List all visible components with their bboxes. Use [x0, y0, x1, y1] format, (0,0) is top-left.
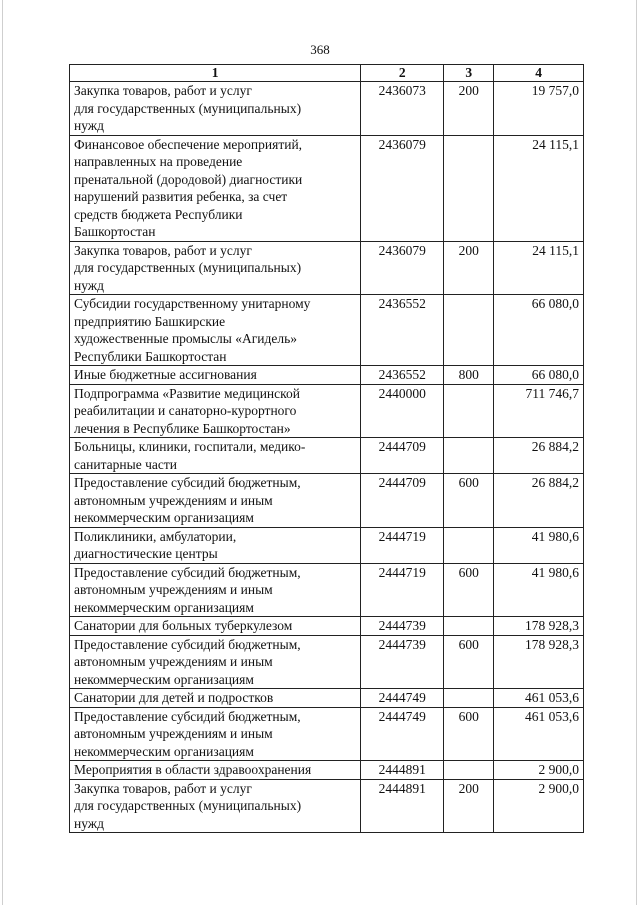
row-name: Предоставление субсидий бюджетным, автономным учреждениям и иным некоммерческим организациям [70, 474, 361, 528]
row-name: Иные бюджетные ассигнования [70, 366, 361, 385]
row-name: Субсидии государственному унитарному предприятию Башкирские художественные промыслы «Агидель» Республики Башкортостан [70, 295, 361, 366]
row-code: 2436073 [361, 82, 444, 136]
budget-table [69, 64, 584, 833]
row-amount: 461 053,6 [494, 707, 584, 761]
row-type: 600 [444, 563, 494, 617]
row-code: 2444891 [361, 779, 444, 833]
header-col-4: 4 [494, 65, 584, 82]
row-type: 200 [444, 241, 494, 295]
row-amount: 178 928,3 [494, 617, 584, 636]
row-type [444, 135, 494, 241]
row-amount: 711 746,7 [494, 384, 584, 438]
row-name: Мероприятия в области здравоохранения [70, 761, 361, 780]
row-code: 2444709 [361, 438, 444, 474]
table-row [70, 366, 584, 385]
table-row [70, 135, 584, 241]
row-code: 2444749 [361, 689, 444, 708]
page-number: 368 [310, 42, 330, 57]
header-col-1: 1 [70, 65, 361, 82]
table-row [70, 438, 584, 474]
table-row [70, 384, 584, 438]
row-type [444, 617, 494, 636]
table-row [70, 563, 584, 617]
row-type: 800 [444, 366, 494, 385]
table-row [70, 82, 584, 136]
row-amount: 66 080,0 [494, 366, 584, 385]
table-row [70, 295, 584, 366]
row-name: Поликлиники, амбулатории, диагностические центры [70, 527, 361, 563]
row-code: 2444719 [361, 563, 444, 617]
row-name: Санатории для детей и подростков [70, 689, 361, 708]
row-type: 600 [444, 635, 494, 689]
scan-edge-left [2, 0, 3, 905]
row-amount: 178 928,3 [494, 635, 584, 689]
row-amount: 41 980,6 [494, 563, 584, 617]
row-code: 2444739 [361, 635, 444, 689]
row-name: Закупка товаров, работ и услуг для государственных (муниципальных) нужд [70, 82, 361, 136]
row-amount: 66 080,0 [494, 295, 584, 366]
table-row [70, 241, 584, 295]
table-row [70, 779, 584, 833]
row-type: 600 [444, 707, 494, 761]
table-row [70, 474, 584, 528]
row-type [444, 295, 494, 366]
row-amount: 2 900,0 [494, 761, 584, 780]
row-type: 200 [444, 779, 494, 833]
row-type [444, 527, 494, 563]
row-amount: 26 884,2 [494, 438, 584, 474]
table-row [70, 617, 584, 636]
table-header-row [70, 65, 584, 82]
row-code: 2444739 [361, 617, 444, 636]
row-name: Санатории для больных туберкулезом [70, 617, 361, 636]
table-row [70, 707, 584, 761]
row-type [444, 438, 494, 474]
row-code: 2444749 [361, 707, 444, 761]
table-row [70, 527, 584, 563]
row-type: 600 [444, 474, 494, 528]
row-type [444, 384, 494, 438]
header-col-2: 2 [361, 65, 444, 82]
row-amount: 41 980,6 [494, 527, 584, 563]
row-name: Финансовое обеспечение мероприятий, направленных на проведение пренатальной (дородовой) диагностики нарушений развития ребенка, за счет средств бюджета Республики Башкортостан [70, 135, 361, 241]
header-col-3: 3 [444, 65, 494, 82]
row-code: 2444719 [361, 527, 444, 563]
row-code: 2440000 [361, 384, 444, 438]
row-name: Предоставление субсидий бюджетным, автономным учреждениям и иным некоммерческим организациям [70, 707, 361, 761]
row-code: 2436079 [361, 241, 444, 295]
row-amount: 461 053,6 [494, 689, 584, 708]
row-name: Подпрограмма «Развитие медицинской реабилитации и санаторно-курортного лечения в Республике Башкортостан» [70, 384, 361, 438]
row-amount: 26 884,2 [494, 474, 584, 528]
row-amount: 24 115,1 [494, 241, 584, 295]
table-row [70, 689, 584, 708]
row-code: 2436552 [361, 295, 444, 366]
table-row [70, 761, 584, 780]
row-amount: 19 757,0 [494, 82, 584, 136]
row-code: 2436552 [361, 366, 444, 385]
row-type [444, 761, 494, 780]
row-name: Предоставление субсидий бюджетным, автономным учреждениям и иным некоммерческим организациям [70, 635, 361, 689]
row-name: Предоставление субсидий бюджетным, автономным учреждениям и иным некоммерческим организациям [70, 563, 361, 617]
row-code: 2444891 [361, 761, 444, 780]
row-type: 200 [444, 82, 494, 136]
row-code: 2436079 [361, 135, 444, 241]
table-row [70, 635, 584, 689]
row-amount: 2 900,0 [494, 779, 584, 833]
table-body [70, 82, 584, 833]
row-amount: 24 115,1 [494, 135, 584, 241]
row-name: Больницы, клиники, госпитали, медико- санитарные части [70, 438, 361, 474]
row-type [444, 689, 494, 708]
row-code: 2444709 [361, 474, 444, 528]
row-name: Закупка товаров, работ и услуг для государственных (муниципальных) нужд [70, 779, 361, 833]
row-name: Закупка товаров, работ и услуг для государственных (муниципальных) нужд [70, 241, 361, 295]
scan-edge-right [636, 0, 637, 905]
